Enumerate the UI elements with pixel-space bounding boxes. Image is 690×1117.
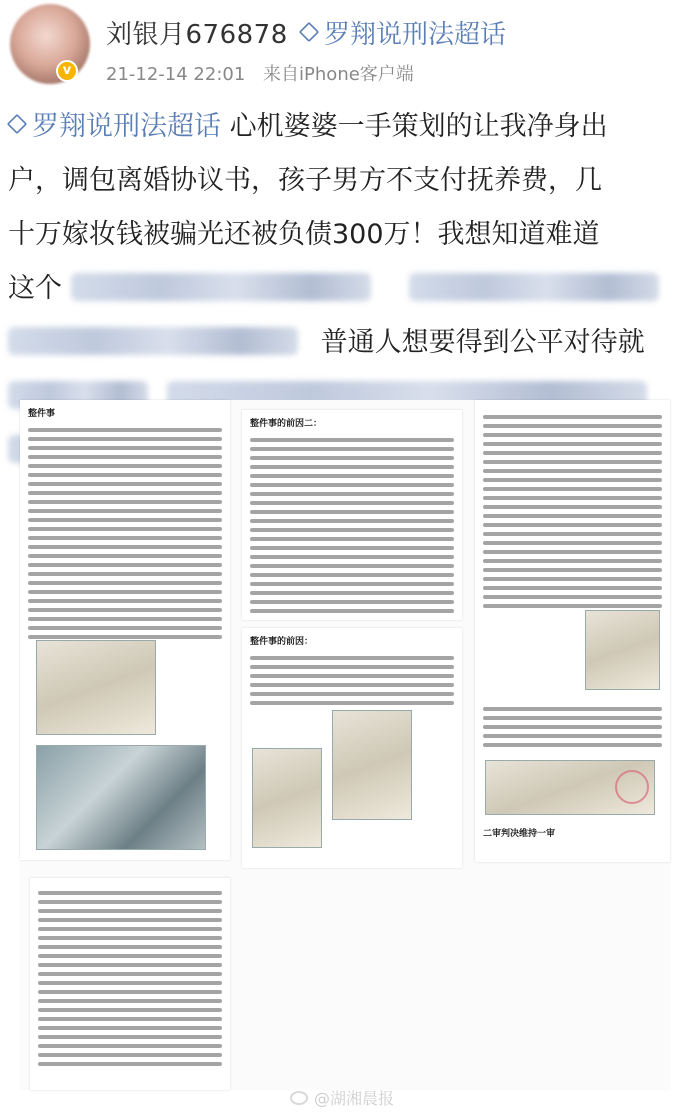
document-photo xyxy=(585,610,660,690)
post-timestamp: 21-12-14 22:01 xyxy=(106,64,246,85)
document-title: 整件事的前因： xyxy=(250,637,314,647)
post-source: 来自iPhone客户端 xyxy=(263,64,414,85)
avatar[interactable] xyxy=(10,4,90,84)
post-line-3: 十万嫁妆钱被骗光还被负债300万！我想知道难道 xyxy=(8,219,600,250)
document-photo xyxy=(252,748,322,848)
post-meta xyxy=(106,60,426,86)
document-title: 整件事 xyxy=(28,409,56,419)
post-line-5: 普通人想要得到公平对待就 xyxy=(8,316,686,370)
document-title: 整件事的前因二： xyxy=(250,419,323,429)
redacted-text xyxy=(409,273,659,301)
post-line-1: 罗翔说刑法超话 心机婆婆一手策划的让我净身出 xyxy=(8,100,686,154)
document-photo xyxy=(332,710,412,820)
document-page-4 xyxy=(475,400,670,862)
topic-tag-link[interactable] xyxy=(300,14,506,51)
watermark: @湖湘晨报 xyxy=(290,1086,394,1109)
post-header xyxy=(0,0,690,100)
document-photo xyxy=(36,640,156,735)
document-page-5 xyxy=(30,878,230,1090)
document-caption: 二审判决维持一审 xyxy=(483,829,556,839)
verified-badge-icon: v xyxy=(56,60,78,82)
topic-inline-link[interactable]: 罗翔说刑法超话 xyxy=(8,111,221,142)
redacted-text xyxy=(8,327,298,355)
post-line-2: 户，调包离婚协议书，孩子男方不支付抚养费，几 xyxy=(8,165,602,196)
document-page-2 xyxy=(242,410,462,620)
username[interactable]: 刘银月676878 xyxy=(106,20,288,50)
document-page-1 xyxy=(20,400,230,860)
document-page-3 xyxy=(242,628,462,868)
diamond-topic-icon xyxy=(7,114,27,134)
seal-stamp-icon xyxy=(615,770,649,804)
post-line-4: 这个 xyxy=(8,262,686,316)
topic-tag-label: 罗翔说刑法超话 xyxy=(324,20,507,50)
redacted-text xyxy=(71,273,371,301)
diamond-topic-icon xyxy=(299,22,319,42)
attachment-image[interactable] xyxy=(20,400,670,1090)
weibo-icon xyxy=(290,1091,308,1105)
document-photo xyxy=(36,745,206,850)
